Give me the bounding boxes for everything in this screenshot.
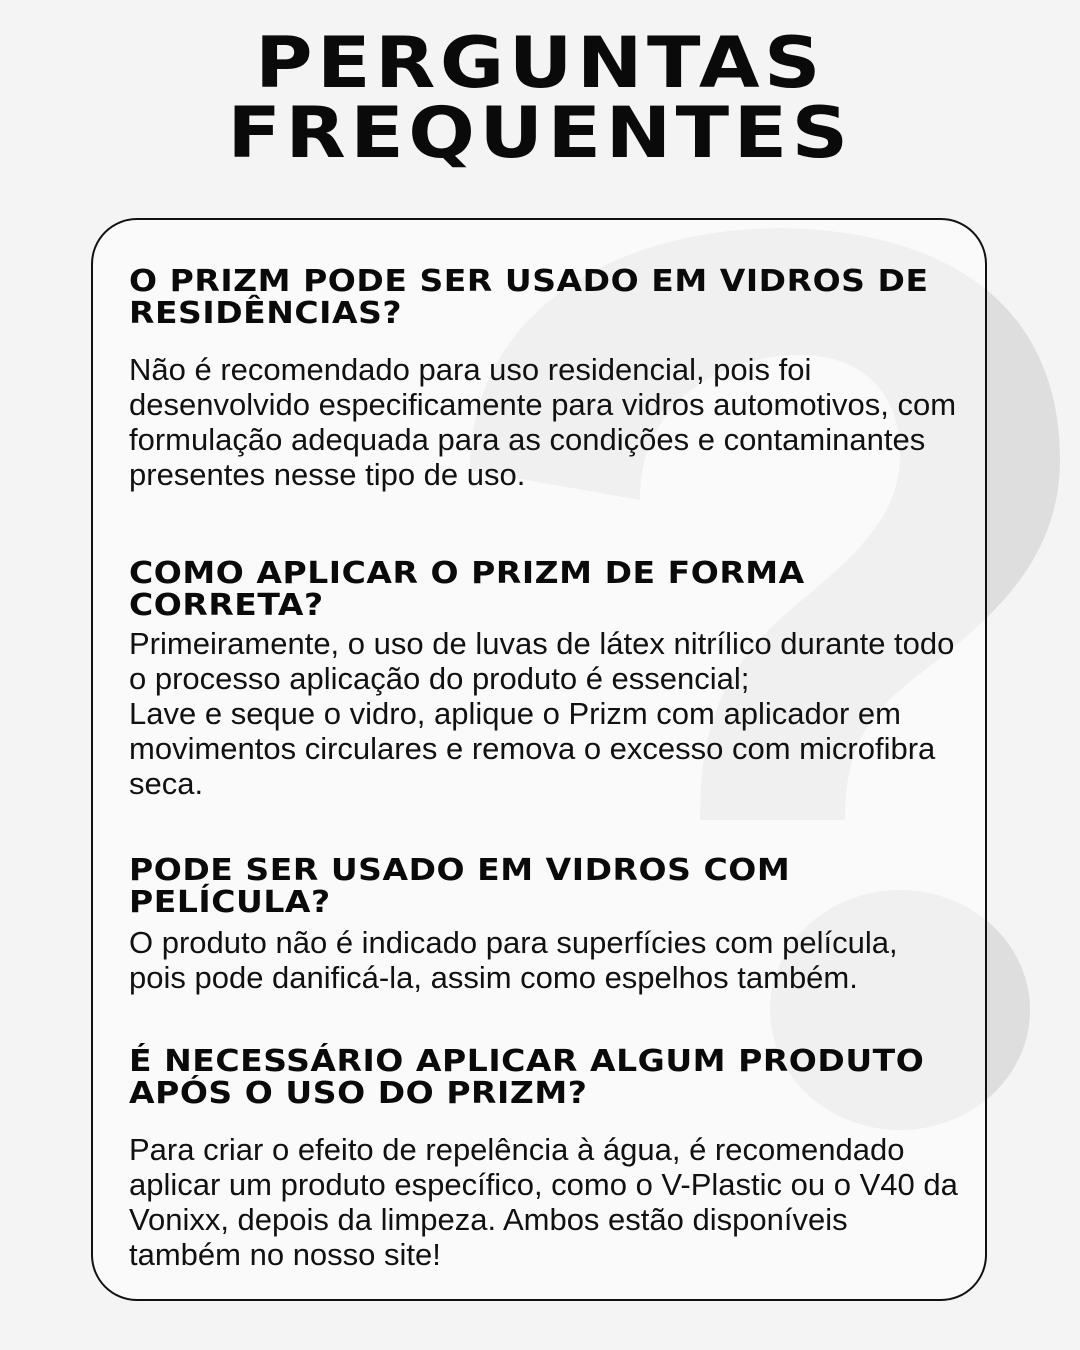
faq-item-after-use xyxy=(129,1046,969,1272)
faq-question: COMO APLICAR O PRIZM DE FORMA CORRETA? xyxy=(129,556,805,623)
faq-question: PODE SER USADO EM VIDROS COM PELÍCULA? xyxy=(129,853,791,920)
faq-card xyxy=(91,218,987,1301)
faq-answer: O produto não é indicado para superfícies com película, pois pode danificá-la, assim como espelhos também. xyxy=(129,925,898,995)
faq-item-how-to-apply xyxy=(129,558,969,801)
faq-answer: Primeiramente, o uso de luvas de látex nitrílico durante todo o processo aplicação do produto é essencial; Lave e seque o vidro, aplique o Prizm com aplicador em movimentos circulares e remova o excesso com microfibra seca. xyxy=(129,626,955,801)
page-title-line-2: FREQUENTES xyxy=(227,92,853,174)
faq-item-residential-glass xyxy=(129,266,969,492)
page-title xyxy=(0,22,1080,174)
faq-answer: Não é recomendado para uso residencial, pois foi desenvolvido especificamente para vidros automotivos, com formulação adequada para as condições e contaminantes presentes nesse tipo de uso. xyxy=(129,352,957,492)
page-title-line-1: PERGUNTAS xyxy=(255,22,825,104)
faq-answer: Para criar o efeito de repelência à água, é recomendado aplicar um produto específico, como o V-Plastic ou o V40 da Vonixx, depois da limpeza. Ambos estão disponíveis também no nosso site! xyxy=(129,1132,958,1272)
faq-question: O PRIZM PODE SER USADO EM VIDROS DE RESIDÊNCIAS? xyxy=(129,264,929,331)
faq-question: É NECESSÁRIO APLICAR ALGUM PRODUTO APÓS O USO DO PRIZM? xyxy=(129,1044,925,1111)
faq-item-window-film xyxy=(129,855,969,995)
